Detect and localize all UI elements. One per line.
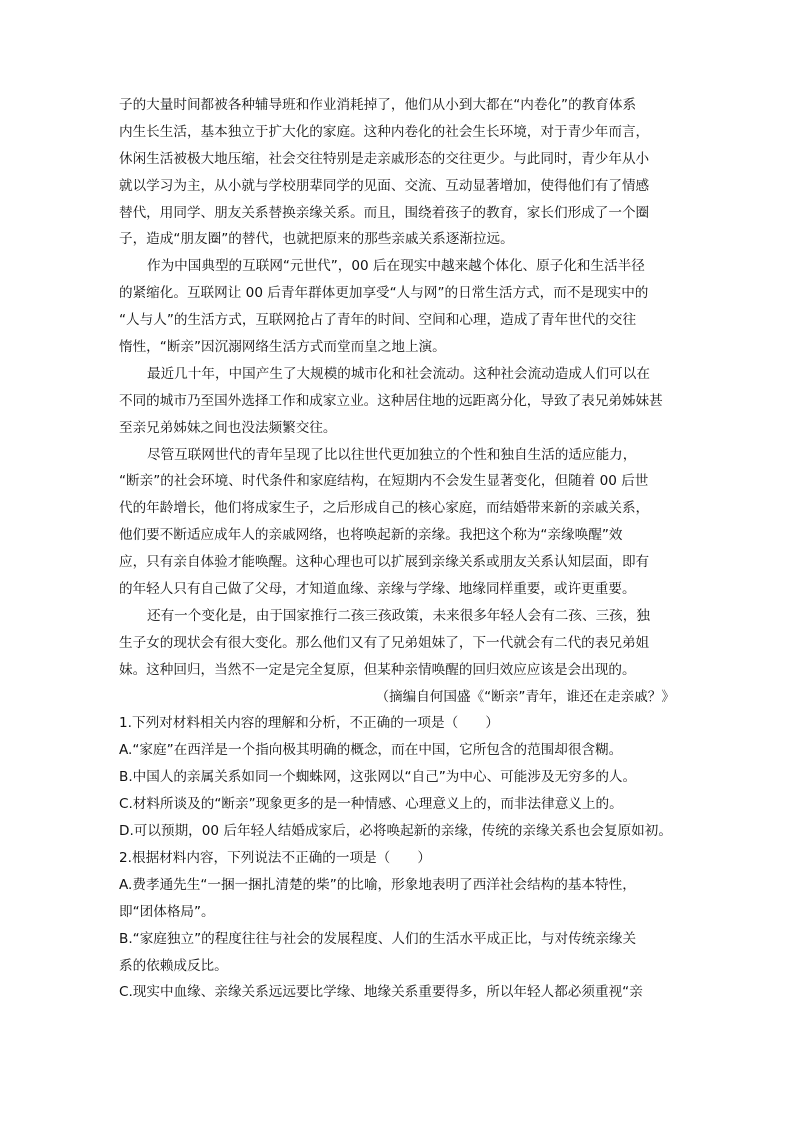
passage-line: 内生长生活，基本独立于扩大化的家庭。这种内卷化的社会生长环境，对于青少年而言， bbox=[119, 123, 650, 140]
passage-line: 休闲生活被极大地压缩，社会交往特别是走亲戚形态的交往更少。与此同时，青少年从小 bbox=[119, 150, 650, 167]
passage-line: 最近几十年，中国产生了大规模的城市化和社会流动。这种社会流动造成人们可以在 bbox=[147, 365, 650, 382]
question-1-option-d[interactable]: D.可以预期，00 后年轻人结婚成家后，必将唤起新的亲缘，传统的亲缘关系也会复原如初。 bbox=[119, 823, 672, 840]
question-2-option-c[interactable]: C.现实中血缘、亲缘关系远远要比学缘、地缘关系重要得多，所以年轻人都必须重视“亲 bbox=[119, 984, 643, 1001]
passage-line: 应，只有亲自体验才能唤醒。这种心理也可以扩展到亲缘关系或朋友关系认知层面，即有 bbox=[119, 554, 650, 571]
passage-line: 的年轻人只有自己做了父母，才知道血缘、亲缘与学缘、地缘同样重要，或许更重要。 bbox=[119, 581, 636, 598]
question-1-option-b[interactable]: B.中国人的亲属关系如同一个蜘蛛网，这张网以“自己”为中心、可能涉及无穷多的人。 bbox=[119, 769, 637, 786]
passage-line: 至亲兄弟姊妹之间也没法频繁交往。 bbox=[119, 419, 337, 436]
passage-line: 不同的城市乃至国外选择工作和成家立业。这种居住地的远距离分化，导致了表兄弟姊妹甚 bbox=[119, 392, 663, 409]
passage-line: “人与人”的生活方式，互联网抢占了青年的时间、空间和心理，造成了青年世代的交往 bbox=[119, 312, 637, 329]
question-2-option-a-cont: 即“团体格局”。 bbox=[119, 903, 215, 920]
source-citation: （摘编自何国盛《“断亲”青年，谁还在走亲戚？》 bbox=[375, 688, 675, 705]
question-2-option-b-cont: 系的依赖成反比。 bbox=[119, 957, 228, 974]
passage-line: 还有一个变化是，由于国家推行二孩三孩政策，未来很多年轻人会有二孩、三孩，独 bbox=[147, 607, 650, 624]
question-2-stem: 2.根据材料内容，下列说法不正确的一项是（ ） bbox=[119, 849, 432, 866]
passage-line: “断亲”的社会环境、时代条件和家庭结构，在短期内不会发生显著变化，但随着 00 后世 bbox=[119, 473, 649, 490]
passage-line: 生子女的现状会有很大变化。那么他们又有了兄弟姐妹了，下一代就会有二代的表兄弟姐 bbox=[119, 634, 650, 651]
passage-line: 子的大量时间都被各种辅导班和作业消耗掉了，他们从小到大都在“内卷化”的教育体系 bbox=[119, 97, 637, 113]
passage-line: 就以学习为主，从小就与学校朋辈同学的见面、交流、互动显著增加，使得他们有了情感 bbox=[119, 177, 650, 194]
passage-line: 他们要不断适应成年人的亲戚网络，也将唤起新的亲缘。我把这个称为“亲缘唤醒”效 bbox=[119, 527, 623, 544]
text-block bbox=[119, 92, 675, 1006]
passage-line: 惰性，“断亲”因沉溺网络生活方式而堂而皇之地上演。 bbox=[119, 339, 446, 356]
question-1-stem: 1.下列对材料相关内容的理解和分析，不正确的一项是（ ） bbox=[119, 715, 499, 732]
passage-line: 妹。这种回归，当然不一定是完全复原，但某种亲情唤醒的回归效应应该是会出现的。 bbox=[119, 661, 636, 678]
passage-line: 尽管互联网世代的青年呈现了比以往世代更加独立的个性和独自生活的适应能力， bbox=[147, 446, 637, 463]
passage-line: 代的年龄增长，他们将成家生子，之后形成自己的核心家庭，而结婚带来新的亲戚关系， bbox=[119, 500, 650, 517]
passage-line: 替代，用同学、朋友关系替换亲缘关系。而且，围绕着孩子的教育，家长们形成了一个圈 bbox=[119, 204, 650, 221]
question-2-option-a[interactable]: A.费孝通先生“一捆一捆扎清楚的柴”的比喻，形象地表明了西洋社会结构的基本特性， bbox=[119, 876, 636, 893]
passage-line: 作为中国典型的互联网“元世代”，00 后在现实中越来越个体化、原子化和生活半径 bbox=[147, 258, 645, 275]
question-2-option-b[interactable]: B.“家庭独立”的程度往往与社会的发展程度、人们的生活水平成正比，与对传统亲缘关 bbox=[119, 930, 637, 947]
question-1-option-a[interactable]: A.“家庭”在西洋是一个指向极其明确的概念，而在中国，它所包含的范围却很含糊。 bbox=[119, 742, 623, 759]
question-1-option-c[interactable]: C.材料所谈及的“断亲”现象更多的是一种情感、心理意义上的，而非法律意义上的。 bbox=[119, 796, 623, 813]
passage-line: 子，造成“朋友圈”的替代，也就把原来的那些亲戚关系逐渐拉远。 bbox=[119, 231, 514, 248]
passage-line: 的紧缩化。互联网让 00 后青年群体更加享受“人与网”的日常生活方式，而不是现实中的 bbox=[119, 285, 649, 302]
